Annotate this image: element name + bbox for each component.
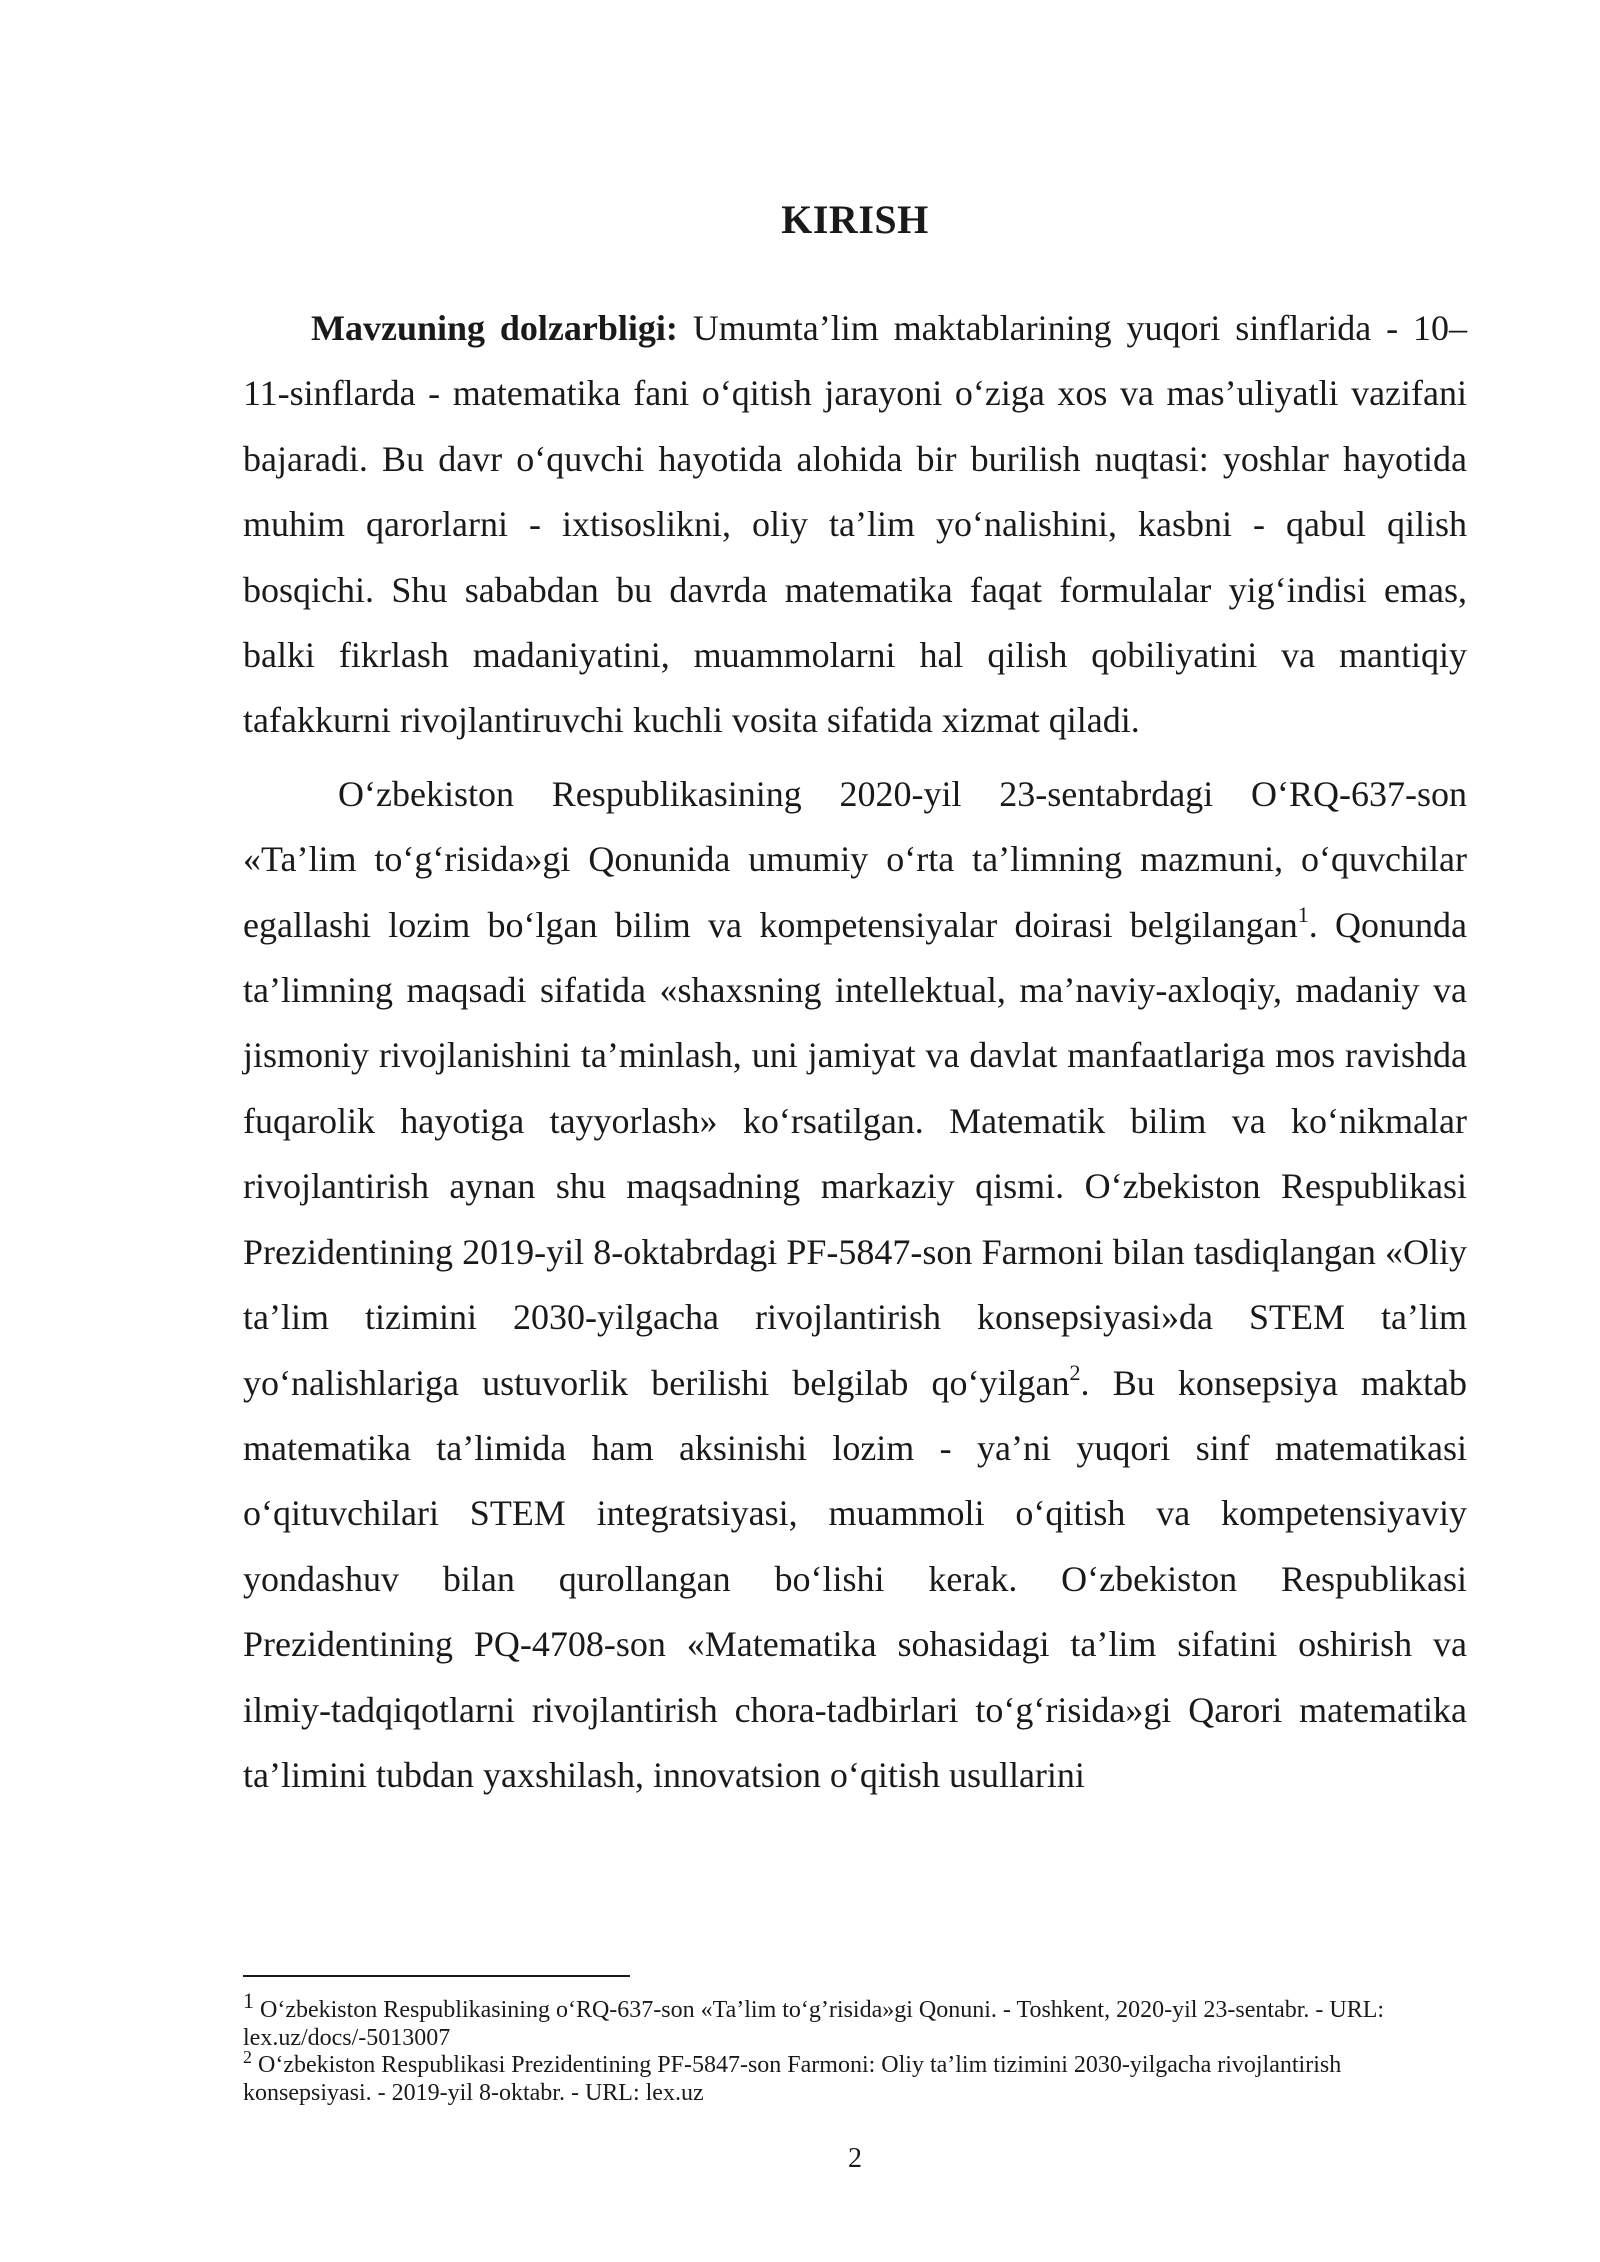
footnote-marker: 1 bbox=[243, 1988, 254, 2013]
footnote-text: O‘zbekiston Respublikasining o‘RQ-637-son «Ta’lim to‘g’risida»gi Qonuni. - Toshkent, 2020-yil 23-sentabr. - URL: lex.uz/docs/-5013007 bbox=[243, 1997, 1385, 2051]
legislation-text-part3: . Bu konsepsiya maktab matematika ta’limida ham aksinishi lozim - ya’ni yuqori sinf matematikasi o‘qituvchilari STEM integratsiyasi, muammoli o‘qitish va kompetensiyaviy yondashuv bilan qurollangan bo‘lishi kerak. O‘zbekiston Respublikasi Prezidentining PQ-4708-son «Matematika sohasidagi ta’lim sifatini oshirish va ilmiy-tadqiqotlarni rivojlantirish chora-tadbirlari to‘g‘risida»gi Qarori matematika ta’limini tubdan yaxshilash, innovatsion o‘qitish usullarini bbox=[243, 1362, 1467, 1795]
main-text bbox=[243, 296, 1467, 1808]
legislation-text-part1: O‘zbekiston Respublikasining 2020-yil 23-sentabrdagi O‘RQ-637-son «Ta’lim to‘g‘risida»gi Qonunida umumiy o‘rta ta’limning mazmuni, o‘quvchilar egallashi lozim bo‘lgan bilim va kompetensiyalar doirasi belgilangan bbox=[243, 773, 1467, 945]
page-title: KIRISH bbox=[781, 197, 929, 242]
relevance-text: Umumta’lim maktablarining yuqori sinflarida - 10–11-sinflarda - matematika fani o‘qitish jarayoni o‘ziga xos va mas’uliyatli vazifani bajaradi. Bu davr o‘quvchi hayotida alohida bir burilish nuqtasi: yoshlar hayotida muhim qarorlarni - ixtisoslikni, oliy ta’lim yo‘nalishini, kasbni - qabul qilish bosqichi. Shu sababdan bu davrda matematika faqat formulalar yig‘indisi emas, balki fikrlash madaniyatini, muammolarni hal qilish qobiliyatini va mantiqiy tafakkurni rivojlantiruvchi kuchli vosita sifatida xizmat qiladi. bbox=[243, 308, 1467, 741]
legislation-text-part2: . Qonunda ta’limning maqsadi sifatida «shaxsning intellektual, ma’naviy-axloqiy, madaniy va jismoniy rivojlanishini ta’minlash, uni jamiyat va davlat manfaatlariga mos ravishda fuqarolik hayotiga tayyorlash» ko‘rsatilgan. Matematik bilim va ko‘nikmalar rivojlantirish aynan shu maqsadning markaziy qismi. O‘zbekiston Respublikasi Prezidentining 2019-yil 8-oktabrdagi PF-5847-son Farmoni bilan tasdiqlangan «Oliy ta’lim tizimini 2030-yilgacha rivojlantirish konsepsiyasi»da STEM ta’lim yo‘nalishlariga ustuvorlik berilishi belgilab qo‘yilgan bbox=[243, 904, 1467, 1403]
footnote-reference-1[interactable]: 1 bbox=[1297, 901, 1309, 927]
relevance-heading: Mavzuning dolzarbligi: bbox=[311, 308, 678, 348]
paragraph-legislation bbox=[243, 762, 1467, 1809]
paragraph-relevance bbox=[243, 296, 1467, 754]
footnote-reference-2[interactable]: 2 bbox=[1069, 1359, 1081, 1385]
footnote-1 bbox=[243, 1988, 1473, 2052]
footnotes bbox=[243, 1988, 1473, 2107]
footnote-separator bbox=[243, 1975, 630, 1977]
footnote-text: O‘zbekiston Respublikasi Prezidentining PF-5847-son Farmoni: Oliy ta’lim tizimini 2030-yilgacha rivojlantirish konsepsiyasi. - 2019-yil 8-oktabr. - URL: lex.uz bbox=[243, 2052, 1342, 2106]
footnote-2 bbox=[243, 2047, 1473, 2107]
page-number: 2 bbox=[848, 2143, 862, 2174]
footnote-marker: 2 bbox=[243, 2047, 252, 2067]
